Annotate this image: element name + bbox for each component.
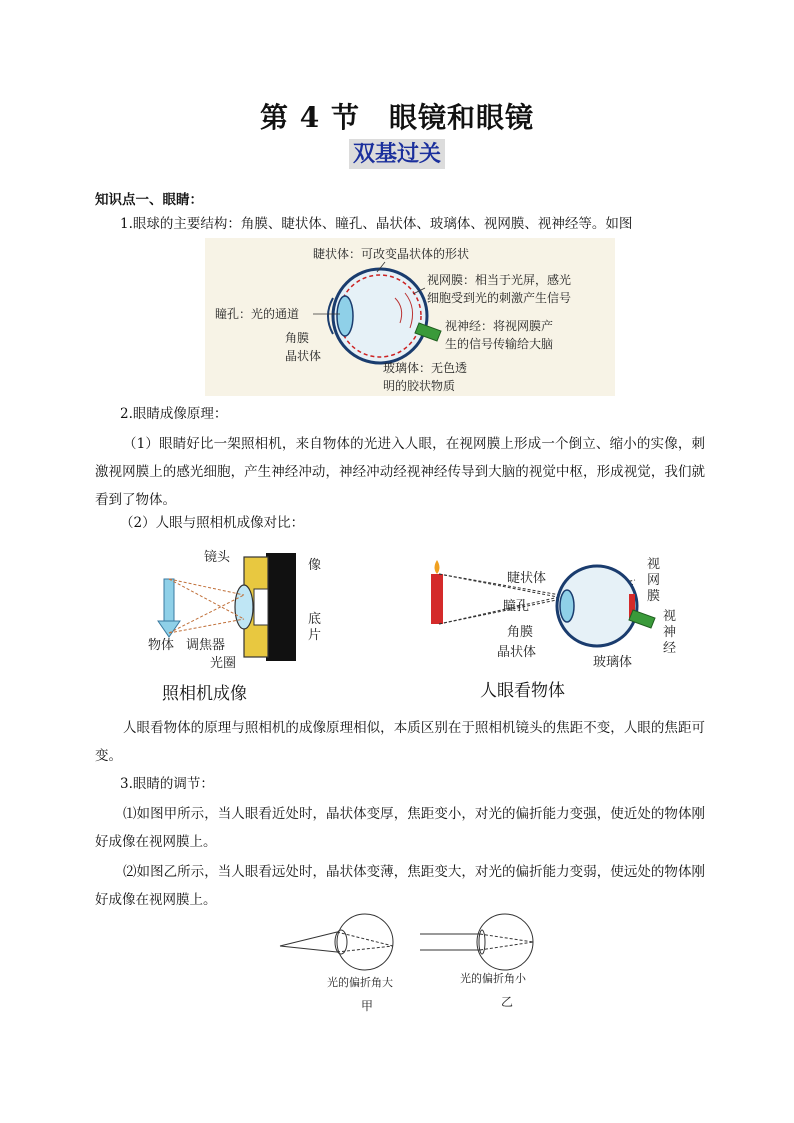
- camera-label-object: 物体: [148, 638, 175, 653]
- eye-view-label-nerve-3: 经: [663, 641, 677, 656]
- near-angle-label: 光的偏折角大: [327, 976, 393, 989]
- eye-label-vitreous-2: 明的胶状物质: [383, 379, 456, 393]
- camera-caption: 照相机成像: [162, 684, 247, 704]
- eye-label-ciliary: 睫状体：可改变晶状体的形状: [313, 247, 470, 261]
- eye-label-cornea: 角膜: [285, 331, 310, 345]
- eye-view-label-lens: 晶状体: [497, 645, 537, 660]
- eye-view-label-vitreous: 玻璃体: [593, 655, 633, 670]
- eye-view-label-nerve-2: 神: [663, 625, 677, 640]
- eye-view-label-retina-2: 网: [647, 573, 661, 588]
- eye-structure-figure: [205, 238, 615, 396]
- eye-label-retina-1: 视网膜：相当于光屏，感光: [427, 273, 572, 287]
- candle: [431, 574, 443, 624]
- eye-label-nerve-1: 视神经：将视网膜产: [445, 319, 554, 333]
- eye-view-figure: [425, 550, 695, 705]
- camera-label-aperture: 光圈: [210, 656, 237, 671]
- object-arrow-shaft: [164, 579, 174, 621]
- camera-figure: [148, 545, 340, 705]
- eye-label-lens: 晶状体: [285, 349, 322, 363]
- page-subtitle: 双基过关: [349, 139, 445, 169]
- eye-view-label-retina-3: 膜: [647, 589, 661, 604]
- candle-flame: [435, 560, 440, 574]
- item-3-text: 3.眼睛的调节：: [120, 776, 214, 792]
- item-1-text: 1.眼球的主要结构：角膜、睫状体、瞳孔、晶状体、玻璃体、视网膜、视神经等。如图: [120, 216, 633, 232]
- accommodation-figure: [275, 912, 565, 1017]
- eye-view-caption: 人眼看物体: [480, 681, 565, 701]
- eye-label-retina-2: 细胞受到光的刺激产生信号: [427, 291, 572, 305]
- camera-label-lens: 镜头: [204, 550, 231, 565]
- camera-label-focuser: 调焦器: [186, 638, 226, 653]
- eye-view-label-pupil: 瞳孔: [503, 599, 530, 614]
- eye-label-pupil: 瞳孔：光的通道: [215, 307, 300, 321]
- camera-label-film-1: 底: [308, 612, 322, 627]
- camera-light-rays: [169, 579, 244, 633]
- eye-view-label-retina-1: 视: [647, 557, 661, 572]
- item-2-text: 2.眼睛成像原理：: [120, 406, 228, 422]
- eye-view-label-cornea: 角膜: [507, 625, 534, 640]
- near-caption: 甲: [361, 999, 374, 1013]
- camera-label-film-2: 片: [308, 628, 322, 643]
- camera-label-image: 像: [308, 558, 322, 573]
- eye-near: [280, 914, 393, 970]
- subtitle-wrap: [0, 139, 794, 169]
- eye-far: [420, 914, 533, 970]
- eye-view-eyeball: [557, 566, 655, 646]
- paragraph-near: ⑴如图甲所示，当人眼看近处时，晶状体变厚，焦距变小，对光的偏折能力变强，使近处的物体刚好成像在视网膜上。: [95, 806, 705, 850]
- paragraph-far: ⑵如图乙所示，当人眼看远处时，晶状体变薄，焦距变大，对光的偏折能力变弱，使远处的物体刚好成像在视网膜上。: [95, 864, 705, 908]
- paragraph-difference: 人眼看物体的原理与照相机的成像原理相似，本质区别在于照相机镜头的焦距不变，人眼的焦距可变。: [95, 720, 705, 764]
- eye-view-label-ciliary: 睫状体: [507, 571, 547, 586]
- object-arrow-head: [158, 621, 180, 637]
- paragraph-camera-analogy: （1）眼睛好比一架照相机，来自物体的光进入人眼，在视网膜上形成一个倒立、缩小的实像，刺激视网膜上的感光细胞，产生神经冲动，神经冲动经视神经传导到大脑的视觉中枢，形成视觉，我们就看到了物体。: [95, 436, 705, 508]
- eye-label-nerve-2: 生的信号传输给大脑: [445, 337, 554, 351]
- eye-label-vitreous-1: 玻璃体：无色透: [383, 361, 468, 375]
- far-caption: 乙: [501, 995, 514, 1009]
- eye-view-label-nerve-1: 视: [663, 609, 677, 624]
- section-heading: 知识点一、眼睛：: [95, 192, 203, 208]
- comparison-heading: （2）人眼与照相机成像对比：: [120, 515, 305, 531]
- page-title: 第 4 节 眼镜和眼镜: [260, 101, 534, 134]
- camera-body: [235, 553, 296, 661]
- far-angle-label: 光的偏折角小: [460, 972, 526, 985]
